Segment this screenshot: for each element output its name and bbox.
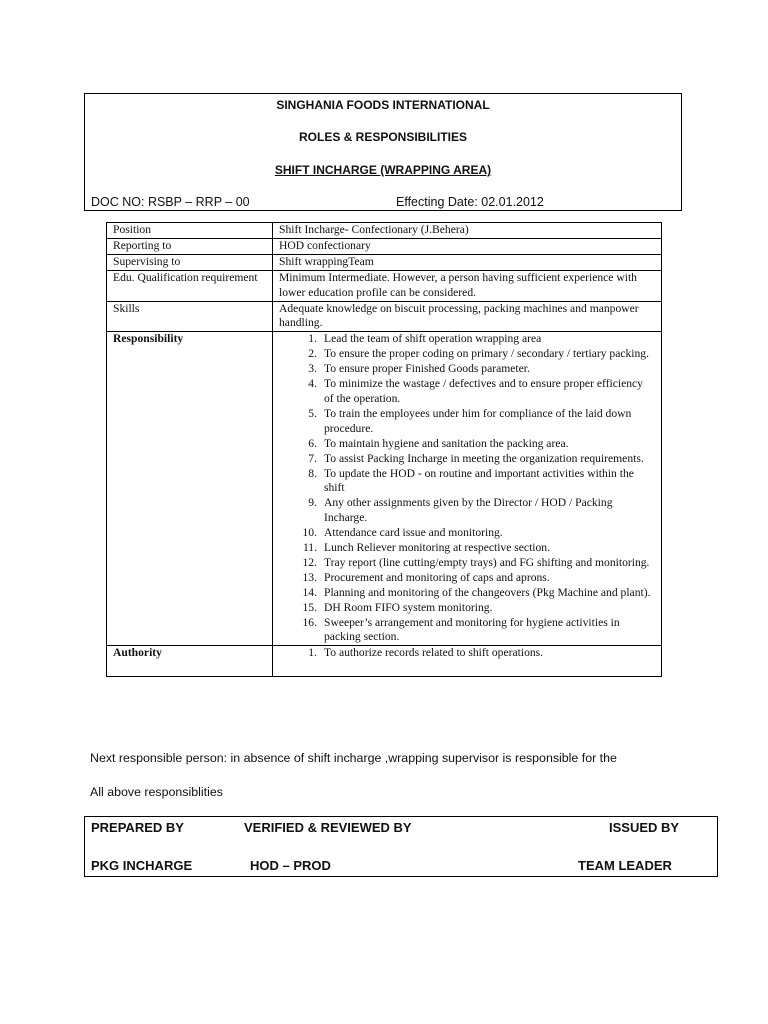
list-item — [279, 616, 655, 646]
list-item — [279, 467, 655, 497]
row-value: Adequate knowledge on biscuit processing, packing machines and manpower handling. — [273, 301, 662, 332]
list-item-number: 3. — [308, 362, 317, 376]
row-label: Reporting to — [107, 238, 273, 254]
list-item-text: To authorize records related to shift operations. — [324, 646, 544, 660]
doc-number: DOC NO: RSBP – RRP – 00 — [91, 195, 250, 209]
list-item-text: DH Room FIFO system monitoring. — [324, 600, 493, 614]
list-item-number: 4. — [308, 377, 317, 391]
list-item-text: To minimize the wastage / defectives and to ensure proper efficiency of the operation. — [324, 377, 643, 405]
table-row — [107, 223, 662, 239]
row-value: Minimum Intermediate. However, a person having sufficient experience with lower education profile can be considered. — [273, 270, 662, 301]
document-title: ROLES & RESPONSIBILITIES — [298, 130, 468, 144]
list-item — [279, 347, 655, 362]
verified-by-name: HOD – PROD — [250, 858, 331, 873]
table-row — [107, 332, 662, 646]
authority-cell — [273, 646, 662, 677]
list-item-text: Sweeper’s arrangement and monitoring for hygiene activities in packing section. — [324, 615, 620, 644]
list-item-number: 5. — [308, 406, 317, 420]
list-item — [279, 437, 655, 452]
row-value: Shift wrappingTeam — [273, 254, 662, 270]
prepared-by-label: PREPARED BY — [91, 820, 184, 835]
next-responsible-note: Next responsible person: in absence of shift incharge ,wrapping supervisor is responsible for the — [90, 751, 617, 765]
list-item-text: Procurement and monitoring of caps and aprons. — [324, 570, 550, 584]
list-item-text: Planning and monitoring of the changeovers (Pkg Machine and plant). — [324, 585, 651, 599]
list-item — [279, 377, 655, 407]
responsibility-cell — [273, 332, 662, 646]
list-item-number: 14. — [302, 585, 317, 599]
table-row — [107, 646, 662, 677]
effective-date: Effecting Date: 02.01.2012 — [396, 195, 544, 209]
list-item-number: 13. — [302, 570, 317, 584]
list-item — [279, 452, 655, 467]
list-item-text: Lunch Reliever monitoring at respective section. — [324, 541, 551, 555]
roles-table — [106, 222, 662, 677]
list-item — [279, 586, 655, 601]
list-item-text: Any other assignments given by the Director / HOD / Packing Incharge. — [324, 496, 613, 525]
list-item — [279, 571, 655, 586]
document-header — [84, 93, 682, 211]
table-row — [107, 254, 662, 270]
list-item-text: To ensure the proper coding on primary / secondary / tertiary packing. — [324, 347, 649, 361]
authority-list — [279, 646, 655, 661]
list-item-text: Attendance card issue and monitoring. — [324, 526, 503, 540]
list-item-text: To assist Packing Incharge in meeting the organization requirements. — [324, 451, 644, 465]
list-item-number: 2. — [308, 347, 317, 361]
list-item — [279, 407, 655, 437]
verified-by-label: VERIFIED & REVIEWED BY — [244, 820, 412, 835]
row-label: Edu. Qualification requirement — [107, 270, 273, 301]
prepared-by-name: PKG INCHARGE — [91, 858, 193, 873]
company-name: SINGHANIA FOODS INTERNATIONAL — [276, 98, 490, 112]
issued-by-label: ISSUED BY — [609, 820, 680, 835]
row-label: Position — [107, 223, 273, 239]
list-item-number: 8. — [308, 466, 317, 480]
row-label: Responsibility — [107, 332, 273, 646]
row-value: HOD confectionary — [273, 238, 662, 254]
list-item-number: 6. — [308, 436, 317, 450]
row-label: Skills — [107, 301, 273, 332]
role-title: SHIFT INCHARGE (WRAPPING AREA) — [274, 163, 492, 177]
list-item-text: To maintain hygiene and sanitation the packing area. — [324, 436, 569, 450]
row-label: Authority — [107, 646, 273, 677]
list-item-number: 12. — [302, 555, 317, 569]
list-item-number: 16. — [302, 615, 317, 629]
list-item — [279, 601, 655, 616]
list-item-number: 11. — [302, 541, 317, 555]
list-item — [279, 541, 655, 556]
list-item — [279, 362, 655, 377]
list-item-number: 15. — [302, 600, 317, 614]
list-item — [279, 556, 655, 571]
list-item — [279, 496, 655, 526]
list-item-text: To update the HOD - on routine and important activities within the shift — [324, 466, 634, 495]
table-row — [107, 238, 662, 254]
list-item — [279, 526, 655, 541]
table-row — [107, 270, 662, 301]
list-item-text: Tray report (line cutting/empty trays) and FG shifting and monitoring. — [324, 555, 650, 569]
signature-block — [84, 816, 718, 877]
list-item-text: Lead the team of shift operation wrapping area — [324, 332, 542, 346]
list-item-text: To ensure proper Finished Goods parameter. — [324, 362, 530, 376]
row-label: Supervising to — [107, 254, 273, 270]
issued-by-name: TEAM LEADER — [578, 858, 672, 873]
list-item-number: 10. — [302, 526, 317, 540]
list-item — [279, 646, 655, 661]
list-item-number: 9. — [308, 496, 317, 510]
list-item-number: 1. — [308, 646, 317, 660]
list-item-text: To train the employees under him for compliance of the laid down procedure. — [324, 406, 632, 435]
next-responsible-note-cont: All above responsiblities — [90, 785, 223, 799]
list-item — [279, 332, 655, 347]
responsibility-list — [279, 332, 655, 645]
list-item-number: 7. — [308, 451, 317, 465]
row-value: Shift Incharge- Confectionary (J.Behera) — [273, 223, 662, 239]
table-row — [107, 301, 662, 332]
list-item-number: 1. — [308, 332, 317, 346]
